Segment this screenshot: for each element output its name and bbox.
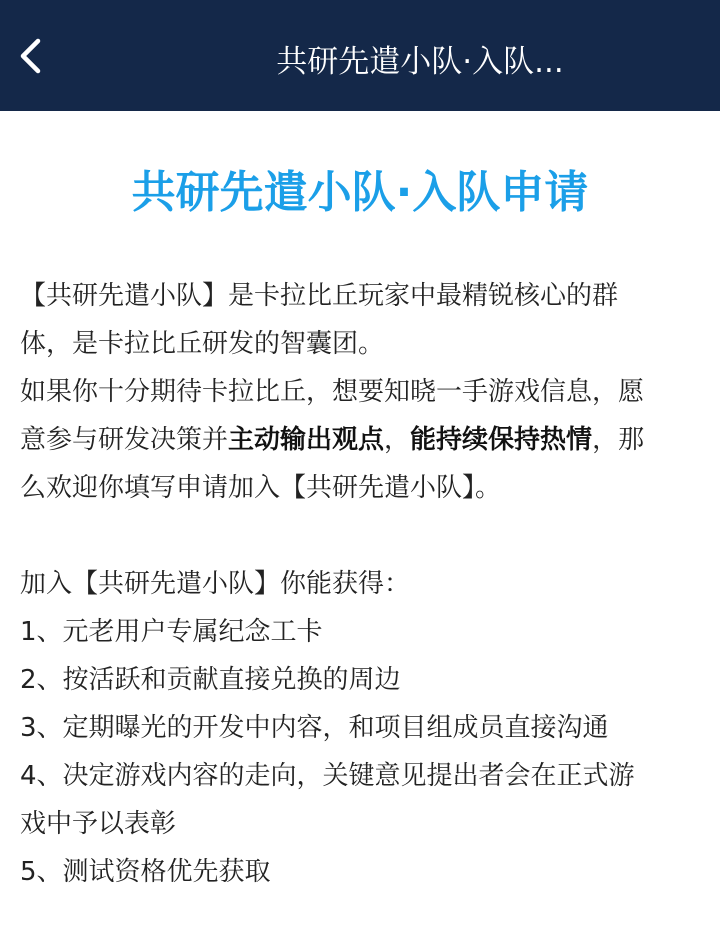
header-title: 共研先遣小队·入队... xyxy=(276,44,564,80)
benefit-item: 3、定期曝光的开发中内容，和项目组成员直接沟通 xyxy=(20,713,609,743)
article-body xyxy=(20,272,700,896)
benefit-item: 2、按活跃和贡献直接兑换的周边 xyxy=(20,665,401,695)
intro-line: 么欢迎你填写申请加入【共研先遣小队】。 xyxy=(20,473,502,503)
intro-line: 【共研先遣小队】是卡拉比丘玩家中最精锐核心的群 xyxy=(20,281,619,311)
spacer xyxy=(20,512,700,560)
benefit-item: 戏中予以表彰 xyxy=(20,809,177,839)
nav-header xyxy=(0,0,720,111)
back-button[interactable] xyxy=(14,36,50,76)
benefit-item: 5、测试资格优先获取 xyxy=(20,857,271,887)
intro-line: 如果你十分期待卡拉比丘，想要知晓一手游戏信息，愿 xyxy=(20,377,645,407)
intro-text: ，那 xyxy=(592,425,645,455)
intro-line xyxy=(20,416,700,464)
intro-text: 意参与研发决策并 xyxy=(20,425,229,455)
emphasis-text: 主动输出观点 xyxy=(228,425,385,455)
emphasis-text: 能持续保持热情 xyxy=(410,425,593,455)
benefits-heading: 加入【共研先遣小队】你能获得： xyxy=(20,569,411,599)
chevron-left-icon xyxy=(14,36,50,76)
benefit-item: 4、决定游戏内容的走向，关键意见提出者会在正式游 xyxy=(20,761,635,791)
benefit-item: 1、元老用户专属纪念工卡 xyxy=(20,617,323,647)
intro-text: ， xyxy=(384,425,411,455)
intro-line: 体，是卡拉比丘研发的智囊团。 xyxy=(20,329,385,359)
page-title: 共研先遣小队·入队申请 xyxy=(131,167,589,218)
